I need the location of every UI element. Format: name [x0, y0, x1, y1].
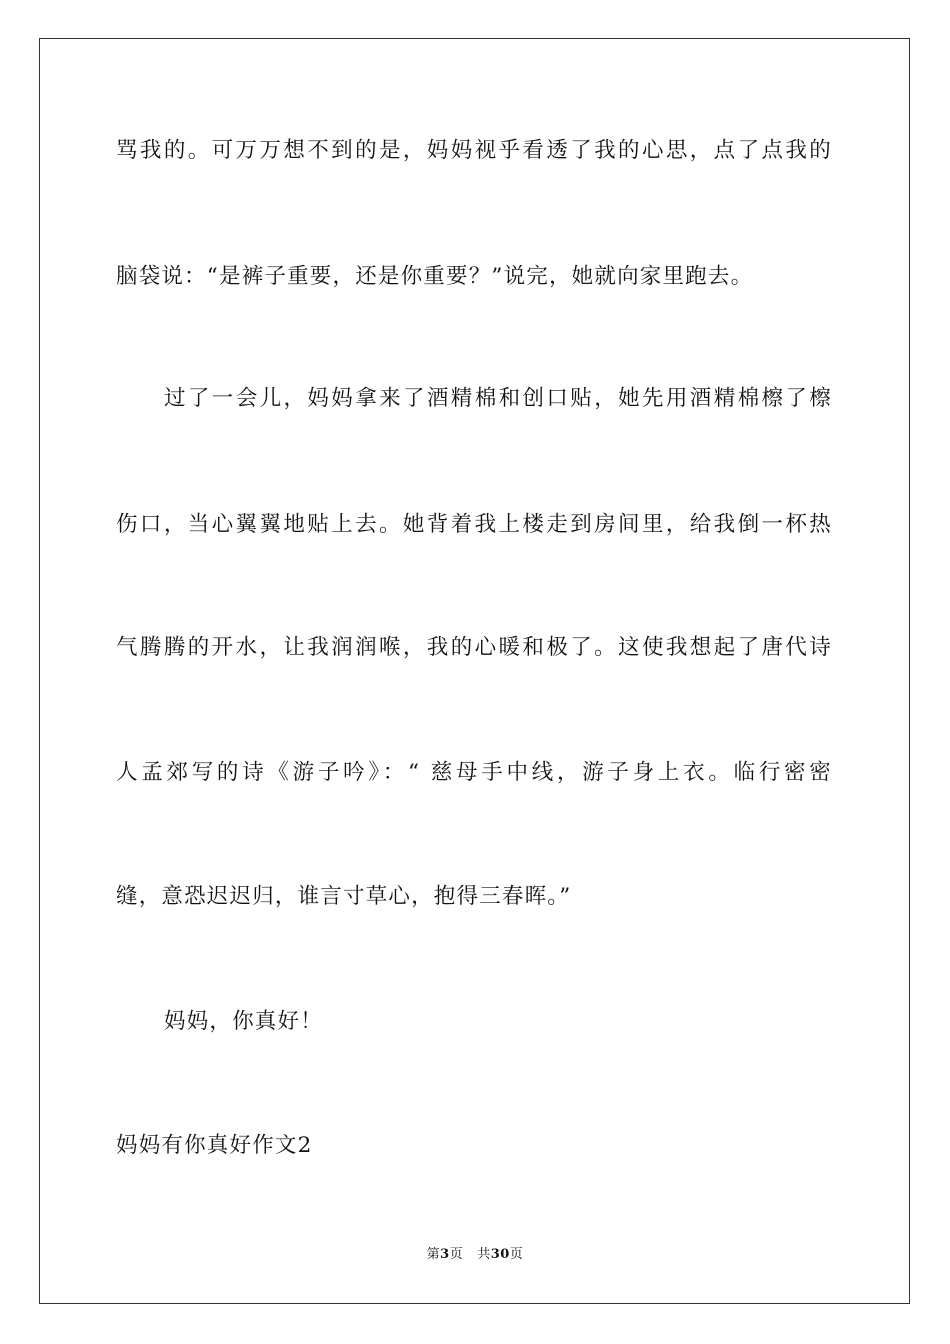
- body-line-1: 骂我的。可万万想不到的是，妈妈视乎看透了我的心思，点了点我的: [116, 138, 832, 163]
- footer-page-suffix: 页: [449, 1247, 464, 1262]
- body-line-3: 过了一会儿，妈妈拿来了酒精棉和创口贴，她先用酒精棉檫了檫: [164, 386, 832, 411]
- body-line-7: 缝，意恐迟迟归，谁言寸草心，抱得三春晖。”: [116, 884, 572, 909]
- page-footer: [0, 1246, 950, 1264]
- section-heading: 妈妈有你真好作文2: [116, 1133, 313, 1158]
- footer-total-prefix: 共: [477, 1247, 491, 1262]
- footer-total-pages: 30: [490, 1247, 510, 1262]
- body-line-4: 伤口，当心翼翼地贴上去。她背着我上楼走到房间里，给我倒一杯热: [116, 512, 832, 537]
- footer-total-suffix: 页: [509, 1247, 524, 1262]
- footer-page-prefix: 第: [426, 1247, 441, 1262]
- body-line-8: 妈妈，你真好！: [164, 1009, 323, 1034]
- page-border: [39, 38, 910, 1304]
- body-line-6: 人孟郊写的诗《游子吟》：“ 慈母手中线，游子身上衣。临行密密: [116, 760, 832, 785]
- body-line-5: 气腾腾的开水，让我润润喉，我的心暖和极了。这使我想起了唐代诗: [116, 635, 832, 660]
- footer-page-number: 3: [440, 1247, 450, 1262]
- body-line-2: 脑袋说：“是裤子重要，还是你重要？”说完，她就向家里跑去。: [116, 264, 754, 289]
